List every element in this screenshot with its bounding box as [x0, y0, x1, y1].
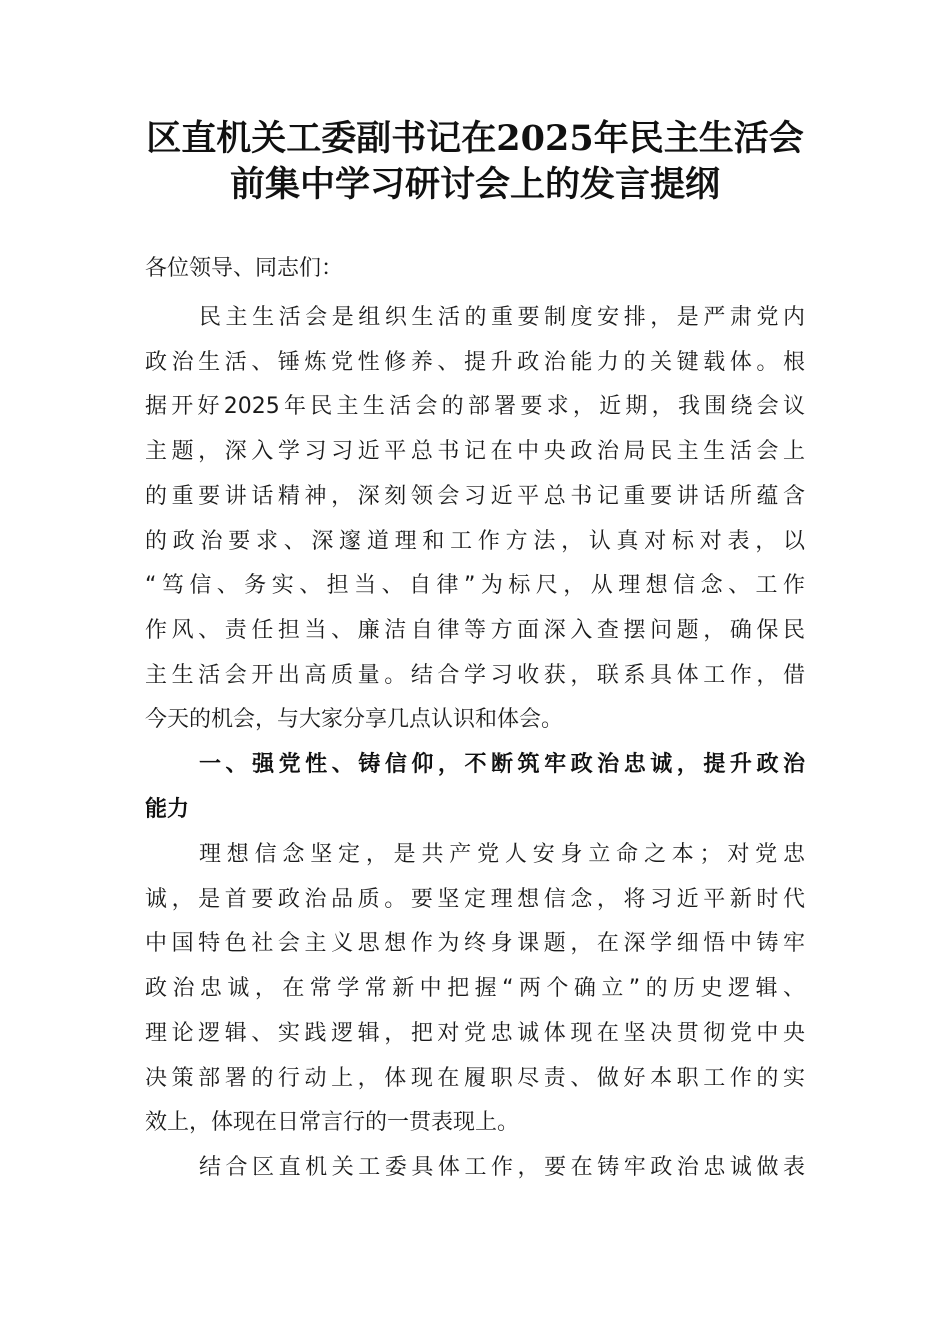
heading-line: 一、强党性、铸信仰，不断筑牢政治忠诚，提升政治 [199, 752, 805, 777]
paragraph-line: 政治忠诚，在常学常新中把握“两个确立”的历史逻辑、 [145, 976, 805, 1002]
paragraph-line: 的重要讲话精神，深刻领会习近平总书记重要讲话所蕴含 [145, 483, 805, 509]
paragraph-line: 主生活会开出高质量。结合学习收获，联系具体工作，借 [145, 662, 805, 688]
paragraph-line: 中国特色社会主义思想作为终身课题，在深学细悟中铸牢 [145, 931, 805, 957]
paragraph-line: 的政治要求、深邃道理和工作方法，认真对标对表，以 [145, 528, 805, 554]
document-title-line-2: 前集中学习研讨会上的发言提纲 [229, 164, 720, 205]
paragraph-section-1 [145, 833, 805, 1146]
paragraph-line: 诚，是首要政治品质。要坚定理想信念，将习近平新时代 [145, 886, 805, 912]
paragraph-line: 作风、责任担当、廉洁自律等方面深入查摆问题，确保民 [145, 617, 805, 643]
paragraph-line: 决策部署的行动上，体现在履职尽责、做好本职工作的实 [145, 1065, 805, 1091]
paragraph-intro [145, 296, 805, 743]
salutation-text: 各位领导、同志们： [145, 256, 344, 281]
paragraph-line: 政治生活、锤炼党性修养、提升政治能力的关键载体。根 [145, 349, 805, 375]
paragraph-line: 据开好2025年民主生活会的部署要求，近期，我围绕会议 [145, 394, 805, 420]
heading-line: 能力 [145, 796, 190, 822]
paragraph-line: “笃信、务实、担当、自律”为标尺，从理想信念、工作 [145, 573, 805, 599]
paragraph-line: 今天的机会，与大家分享几点认识和体会。 [145, 707, 564, 733]
paragraph-line: 效上，体现在日常言行的一贯表现上。 [145, 1110, 520, 1136]
paragraph-line: 主题，深入学习习近平总书记在中央政治局民主生活会上 [145, 439, 805, 465]
paragraph-line: 理想信念坚定，是共产党人安身立命之本；对党忠 [199, 842, 805, 867]
paragraph-line: 民主生活会是组织生活的重要制度安排，是严肃党内 [199, 305, 805, 330]
section-heading-1 [145, 743, 805, 832]
paragraph-line: 结合区直机关工委具体工作，要在铸牢政治忠诚做表 [199, 1155, 805, 1180]
salutation [145, 247, 805, 292]
document-title-line-1: 区直机关工委副书记在2025年民主生活会 [146, 118, 804, 159]
paragraph-line: 理论逻辑、实践逻辑，把对党忠诚体现在坚决贯彻党中央 [145, 1020, 805, 1046]
paragraph-section-1-continued [145, 1146, 805, 1191]
